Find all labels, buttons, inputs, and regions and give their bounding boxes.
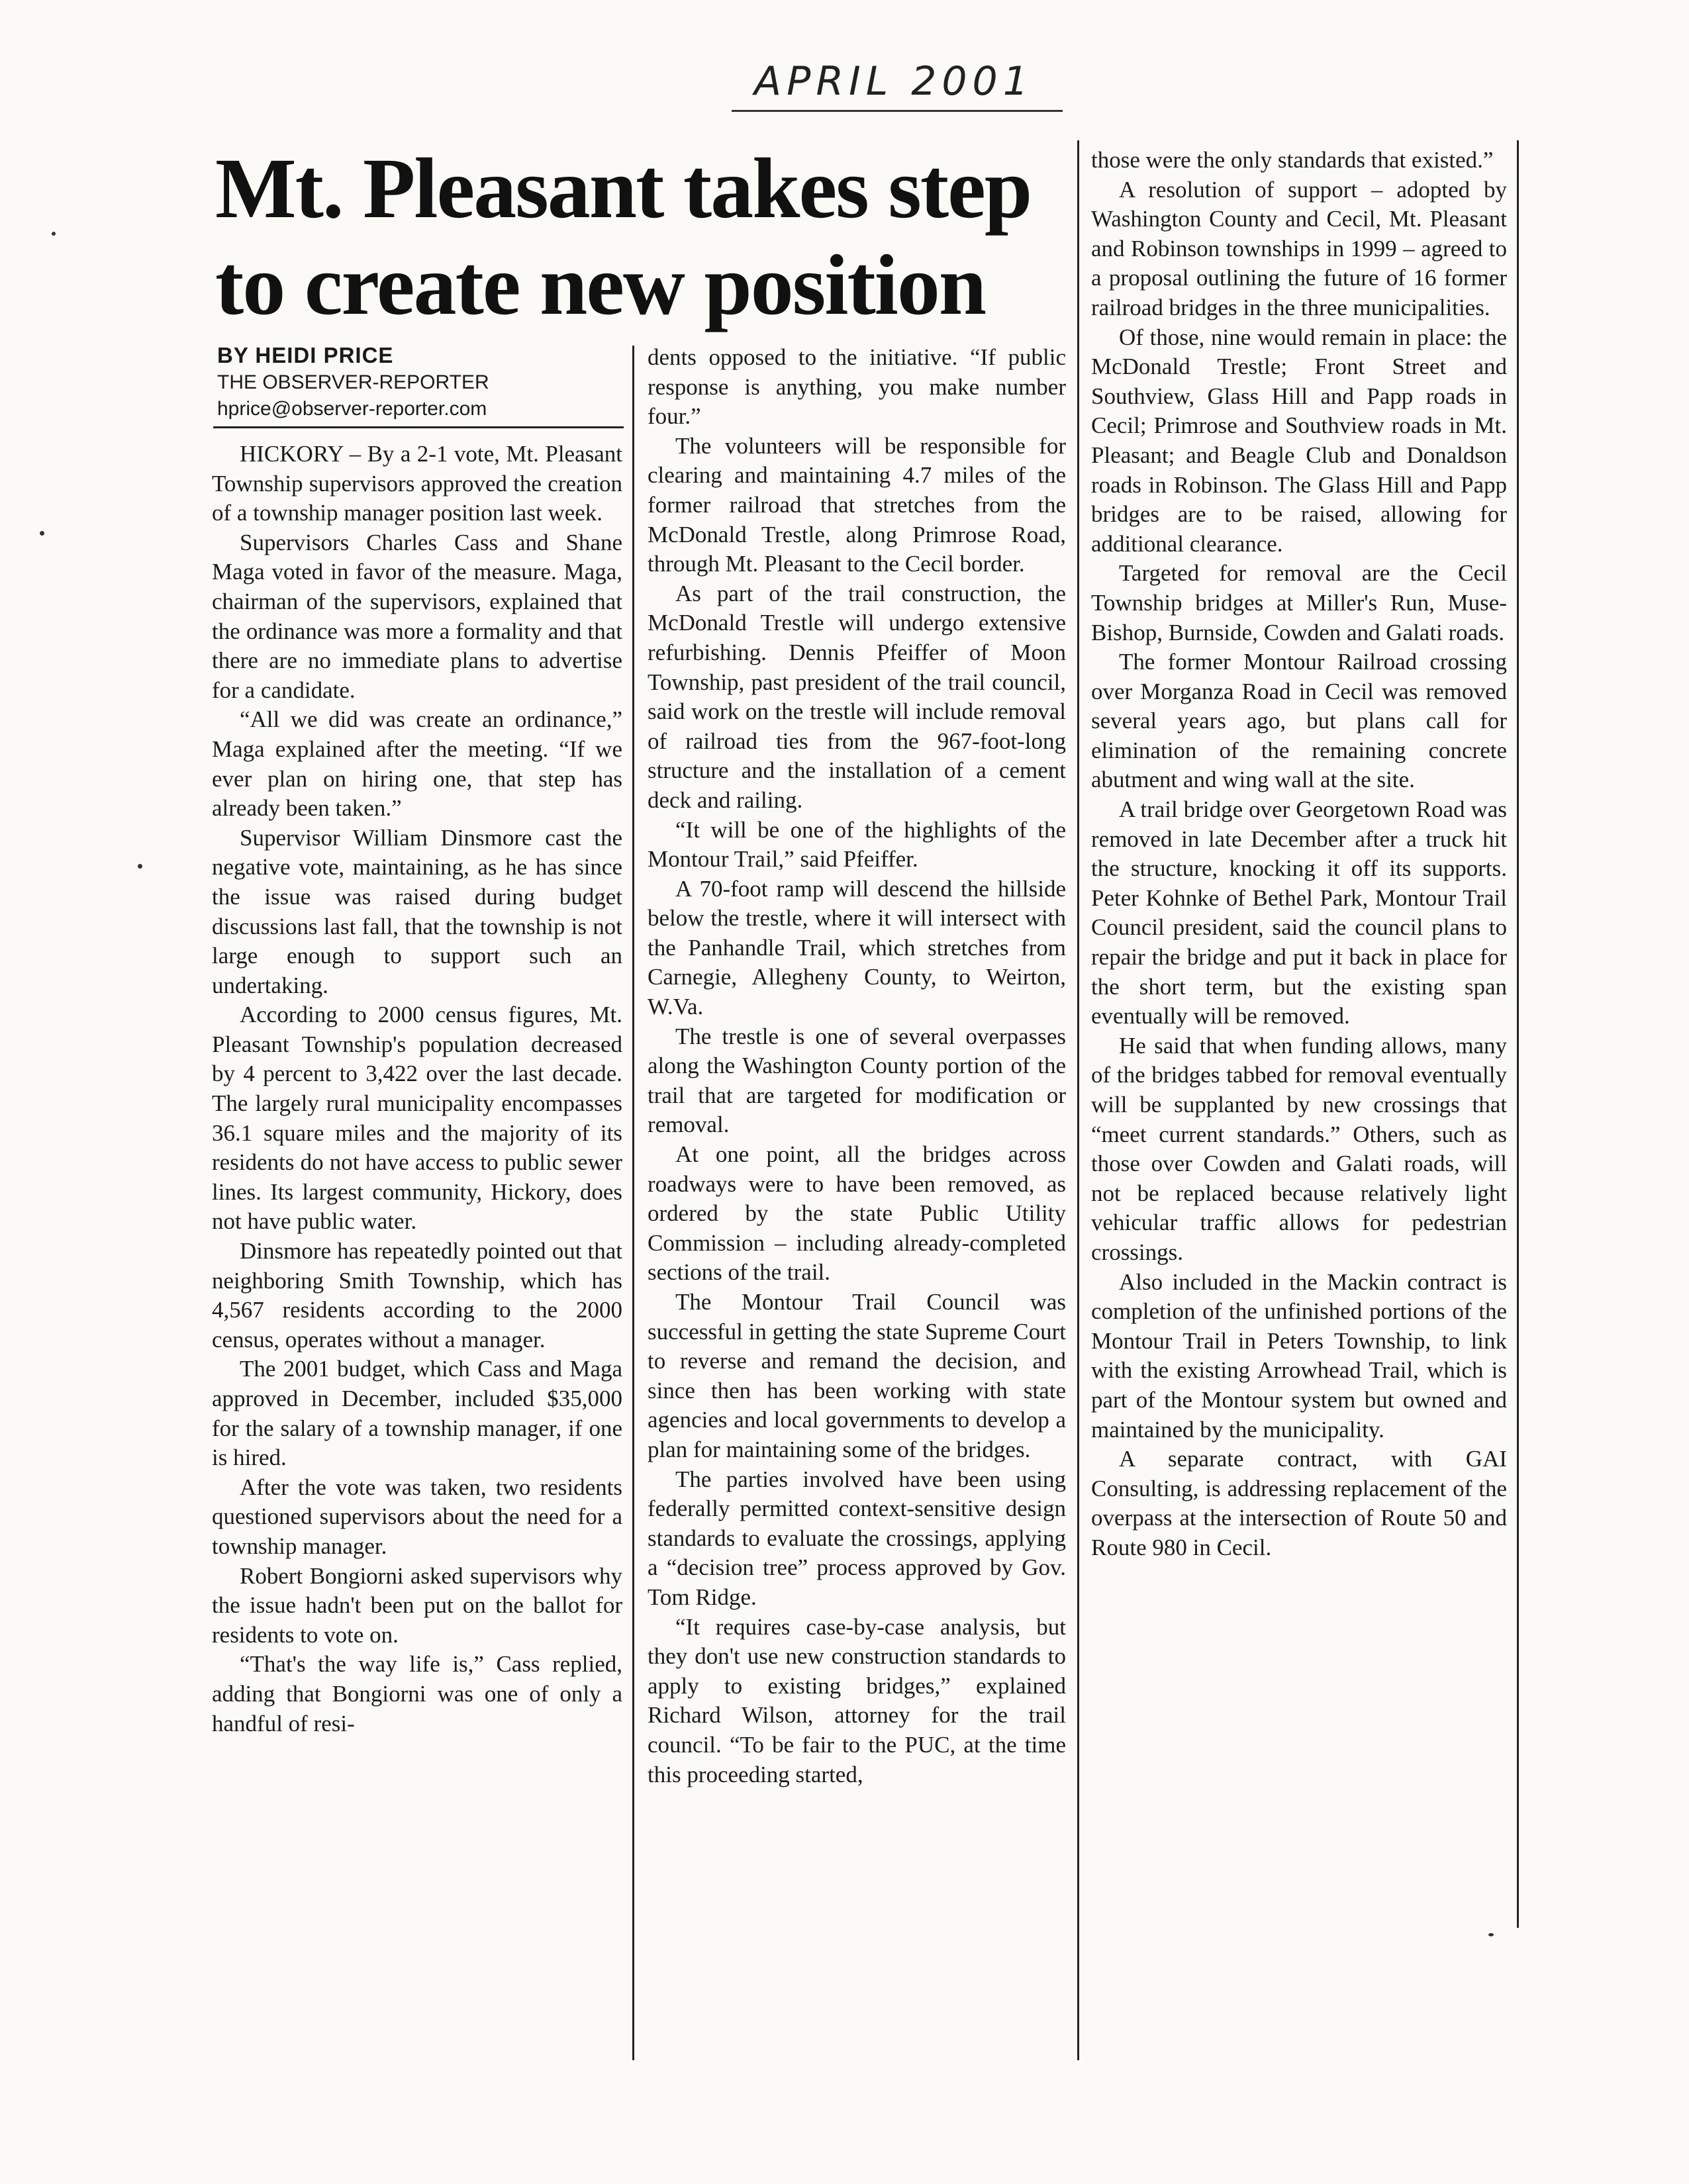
paragraph: Of those, nine would remain in place: the McDonald Trestle; Front Street and Southview, Glass Hill and Papp roads in Cecil; Primrose and Southview roads in Mt. Pleasant; and Beagle Club and Donaldson roads in Robinson. The Glass Hill and Papp bridges are to be raised, allowing for additional clearance. [1091, 324, 1507, 557]
author-email: hprice@observer-reporter.com [217, 398, 487, 420]
paragraph: Also included in the Mackin contract is completion of the unfinished portions of the Montour Trail in Peters Township, to link with the existing Arrowhead Trail, which is part of the Montour system but owned and maintained by the municipality. [1091, 1268, 1507, 1443]
paragraph: A resolution of support – adopted by Washington County and Cecil, Mt. Pleasant and Robinson townships in 1999 – agreed to a proposal outlining the future of 16 former railroad bridges in the three municipalities. [1091, 176, 1507, 320]
scan-speck [1488, 1933, 1494, 1936]
paragraph: The volunteers will be responsible for clearing and maintaining 4.7 miles of the former railroad that stretches from the McDonald Trestle, along Primrose Road, through Mt. Pleasant to the Cecil border. [648, 432, 1066, 577]
byline-rule [213, 426, 624, 428]
paragraph: The 2001 budget, which Cass and Maga approved in December, included $35,000 for the salary of a township manager, if one is hired. [212, 1356, 622, 1471]
paragraph: dents opposed to the initiative. “If public response is anything, you make number four.” [648, 344, 1066, 430]
byline-block [217, 342, 621, 422]
column-rule-1 [632, 346, 634, 2060]
paragraph: “That's the way life is,” Cass replied, adding that Bongiorni was one of only a handful of resi- [212, 1651, 622, 1736]
paragraph: Dinsmore has repeatedly pointed out that neighboring Smith Township, which has 4,567 residents according to the 2000 census, operates without a manager. [212, 1238, 622, 1353]
paragraph: Supervisors Charles Cass and Shane Maga voted in favor of the measure. Maga, chairman of the supervisors, explained that the ordinance was more a formality and that there are no immediate plans to advertise for a candidate. [212, 529, 622, 703]
paragraph: He said that when funding allows, many of the bridges tabbed for removal eventually will be supplanted by new crossings that “meet current standards.” Others, such as those over Cowden and Galati roads, will not be replaced because relatively light vehicular traffic allows for pedestrian crossings. [1091, 1032, 1507, 1265]
paragraph: The former Montour Railroad crossing over Morganza Road in Cecil was removed several years ago, but plans call for elimination of the remaining concrete abutment and wing wall at the site. [1091, 649, 1507, 793]
handwritten-date: APRIL 2001 [754, 58, 1034, 105]
paragraph: Robert Bongiorni asked supervisors why the issue hadn't been put on the ballot for residents to vote on. [212, 1562, 622, 1648]
paragraph: “All we did was create an ordinance,” Maga explained after the meeting. “If we ever plan on hiring one, that step has already been taken.” [212, 706, 622, 822]
publication: THE OBSERVER-REPORTER [217, 371, 489, 393]
article-column-3 [1091, 146, 1507, 1563]
paragraph: As part of the trail construction, the McDonald Trestle will undergo extensive refurbishing. Dennis Pfeiffer of Moon Township, past president of the trail council, said work on the trestle will include removal of railroad ties from the 967-foot-long structure and the installation of a cement deck and railing. [648, 580, 1066, 813]
paragraph: At one point, all the bridges across roadways were to have been removed, as ordered by the state Public Utility Commission – including already-completed sections of the trail. [648, 1141, 1066, 1286]
paragraph: According to 2000 census figures, Mt. Pleasant Township's population decreased by 4 percent to 3,422 over the last decade. The largely rural municipality encompasses 36.1 square miles and the majority of its residents do not have access to public sewer lines. Its largest community, Hickory, does not have public water. [212, 1002, 622, 1235]
column-rule-3 [1517, 140, 1519, 1928]
date-underline [732, 110, 1063, 112]
paragraph: The trestle is one of several overpasses along the Washington County portion of the trail that are targeted for modification or removal. [648, 1023, 1066, 1138]
column-rule-2 [1077, 140, 1079, 2060]
headline: Mt. Pleasant takes step to create new position [215, 141, 1032, 333]
paragraph: those were the only standards that existed.” [1091, 147, 1494, 173]
paragraph: After the vote was taken, two residents questioned supervisors about the need for a township manager. [212, 1474, 622, 1559]
paragraph: The Montour Trail Council was successful in getting the state Supreme Court to reverse and remand the decision, and since then has been working with state agencies and local governments to develop a plan for maintaining some of the bridges. [648, 1289, 1066, 1462]
paragraph: Supervisor William Dinsmore cast the negative vote, maintaining, as he has since the issue was raised during budget discussions last fall, that the township is not large enough to support such an undertaking. [212, 824, 622, 998]
paragraph: HICKORY – By a 2-1 vote, Mt. Pleasant Township supervisors approved the creation of a township manager position last week. [212, 441, 622, 526]
paragraph: Targeted for removal are the Cecil Township bridges at Miller's Run, Muse-Bishop, Burnside, Cowden and Galati roads. [1091, 560, 1507, 645]
paragraph: A 70-foot ramp will descend the hillside below the trestle, where it will intersect with the Panhandle Trail, which stretches from Carnegie, Allegheny County, to Weirton, W.Va. [648, 875, 1066, 1020]
paragraph: The parties involved have been using federally permitted context-sensitive design standards to evaluate the crossings, applying a “decision tree” process approved by Gov. Tom Ridge. [648, 1466, 1066, 1610]
byline: BY HEIDI PRICE [217, 343, 394, 367]
paragraph: A trail bridge over Georgetown Road was removed in late December after a truck hit the structure, knocking it off its supports. Peter Kohnke of Bethel Park, Montour Trail Council president, said the council plans to repair the bridge and put it back in place for the short term, but the existing span eventually will be removed. [1091, 796, 1507, 1029]
article-column-2 [648, 343, 1066, 1789]
scan-speck [40, 531, 44, 536]
article-column-1 [212, 440, 622, 1738]
paragraph: A separate contract, with GAI Consulting, is addressing replacement of the overpass at the intersection of Route 50 and Route 980 in Cecil. [1091, 1446, 1507, 1560]
scan-speck [52, 232, 56, 236]
paragraph: “It requires case-by-case analysis, but they don't use new construction standards to apply to existing bridges,” explained Richard Wilson, attorney for the trail council. “To be fair to the PUC, at the time this proceeding started, [648, 1613, 1066, 1787]
paragraph: “It will be one of the highlights of the Montour Trail,” said Pfeiffer. [648, 816, 1066, 873]
scan-speck [138, 864, 142, 869]
